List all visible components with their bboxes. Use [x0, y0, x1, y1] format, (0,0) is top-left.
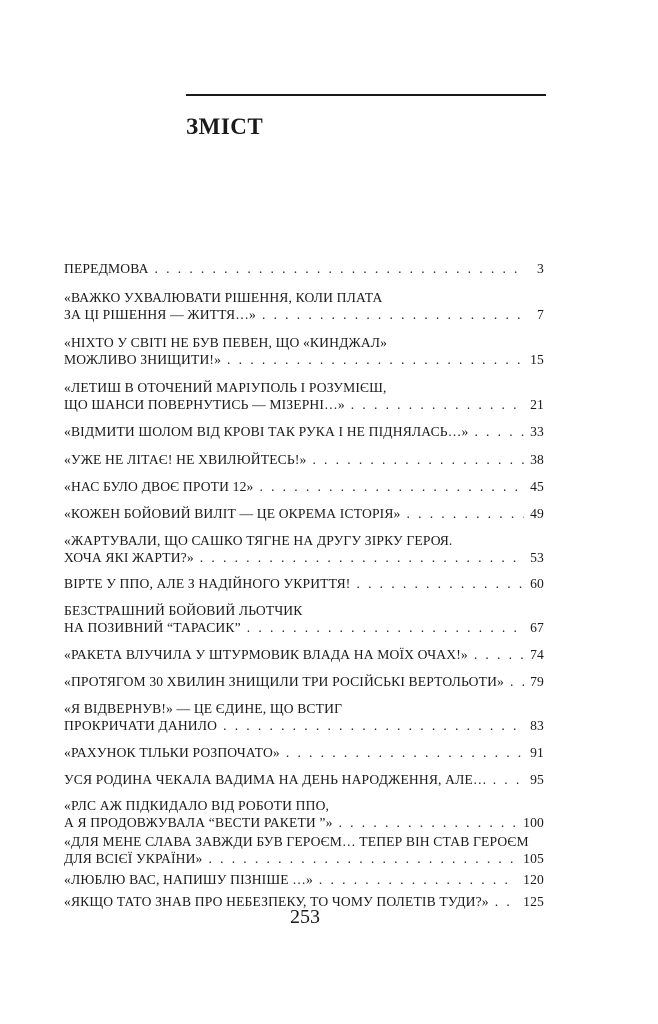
toc-entry-title: ПРОКРИЧАТИ ДАНИЛО: [64, 718, 218, 733]
toc-entry-title: «РЛС АЖ ПІДКИДАЛО ВІД РОБОТИ ППО,: [64, 798, 330, 813]
toc-entry: [64, 260, 544, 277]
dot-leader: [223, 717, 524, 734]
toc-entry-title: БЕЗСТРАШНИЙ БОЙОВИЙ ЛЬОТЧИК: [64, 603, 303, 618]
toc-entry: [64, 833, 544, 867]
toc-entry-title: «НІХТО У СВІТІ НЕ БУВ ПЕВЕН, ЩО «КИНДЖАЛ»: [64, 335, 388, 350]
toc-entry-line: [64, 619, 544, 636]
toc-entry-line: [64, 478, 544, 495]
toc-entry: [64, 478, 544, 495]
dot-leader: [474, 646, 524, 663]
dot-leader: [209, 850, 518, 867]
toc-entry: [64, 575, 544, 592]
toc-entry-line: [64, 379, 544, 396]
toc-entry: [64, 505, 544, 522]
toc-entry-title: ЗА ЦІ РІШЕННЯ — ЖИТТЯ…»: [64, 307, 256, 322]
toc-entry-line: [64, 602, 544, 619]
toc-page-number: 83: [530, 718, 544, 733]
toc-entry-title: «ЛЕТИШ В ОТОЧЕНИЙ МАРІУПОЛЬ І РОЗУМІЄШ,: [64, 380, 387, 395]
toc-entry-line: [64, 505, 544, 522]
toc-entry-title: ВІРТЕ У ППО, АЛЕ З НАДІЙНОГО УКРИТТЯ!: [64, 576, 351, 591]
toc-heading: ЗМІСТ: [186, 114, 264, 139]
toc-entry-title: УСЯ РОДИНА ЧЕКАЛА ВАДИМА НА ДЕНЬ НАРОДЖЕННЯ, АЛЕ…: [64, 772, 487, 787]
toc-page-number: 3: [537, 261, 544, 276]
page-number: 253: [290, 906, 320, 928]
toc-entry-title: ХОЧА ЯКІ ЖАРТИ?»: [64, 550, 194, 565]
toc-entry-line: [64, 700, 544, 717]
toc-entry: [64, 646, 544, 663]
toc-entry-line: [64, 451, 544, 468]
toc-page-number: 15: [530, 352, 544, 367]
toc-entry-title: «НАС БУЛО ДВОЄ ПРОТИ 12»: [64, 479, 254, 494]
toc-page-number: 53: [530, 550, 544, 565]
toc-entry-line: [64, 532, 544, 549]
toc-entry-line: [64, 306, 544, 323]
toc-entry: [64, 423, 544, 440]
toc-entry: [64, 797, 544, 831]
toc-entry-title: НА ПОЗИВНИЙ “ТАРАСИК”: [64, 620, 241, 635]
toc-entry: [64, 379, 544, 413]
toc-entry-title: А Я ПРОДОВЖУВАЛА “ВЕСТИ РАКЕТИ ”»: [64, 815, 333, 830]
toc-entry-title: «ДЛЯ МЕНЕ СЛАВА ЗАВЖДИ БУВ ГЕРОЄМ… ТЕПЕР ВІН СТАВ ГЕРОЄМ: [64, 834, 529, 849]
toc-entry-title: ЩО ШАНСИ ПОВЕРНУТИСЬ — МІЗЕРНІ…»: [64, 397, 345, 412]
toc-entry-title: МОЖЛИВО ЗНИЩИТИ!»: [64, 352, 222, 367]
toc-entry-line: [64, 744, 544, 761]
toc-entry-line: [64, 396, 544, 413]
toc-page-number: 38: [530, 452, 544, 467]
toc-page-number: 79: [530, 674, 544, 689]
toc-entry: [64, 744, 544, 761]
toc-entry-title: «ЯКЩО ТАТО ЗНАВ ПРО НЕБЕЗПЕКУ, ТО ЧОМУ ПОЛЕТІВ ТУДИ?»: [64, 894, 489, 909]
toc-page-number: 120: [523, 872, 544, 887]
toc-entry-title: ПЕРЕДМОВА: [64, 261, 149, 276]
toc-page-number: 125: [523, 894, 544, 909]
dot-leader: [407, 505, 525, 522]
toc-page-number: 100: [523, 815, 544, 830]
toc-entry: [64, 451, 544, 468]
dot-leader: [493, 771, 524, 788]
toc-entry-line: [64, 423, 544, 440]
toc-entry-line: [64, 351, 544, 368]
toc-entry-title: «ВІДМИТИ ШОЛОМ ВІД КРОВІ ТАК РУКА І НЕ ПІДНЯЛАСЬ…»: [64, 424, 469, 439]
dot-leader: [339, 814, 518, 831]
toc-page-number: 67: [530, 620, 544, 635]
toc-page-number: 95: [530, 772, 544, 787]
toc-page-number: 21: [530, 397, 544, 412]
toc-entry-line: [64, 771, 544, 788]
dot-leader: [247, 619, 524, 636]
toc-entry-title: «КОЖЕН БОЙОВИЙ ВИЛІТ — ЦЕ ОКРЕМА ІСТОРІЯ»: [64, 506, 401, 521]
dot-leader: [351, 396, 524, 413]
toc-entry-title: «ВАЖКО УХВАЛЮВАТИ РІШЕННЯ, КОЛИ ПЛАТА: [64, 290, 383, 305]
toc-entry-line: [64, 334, 544, 351]
toc-entry: [64, 871, 544, 888]
toc-entry-title: «Я ВІДВЕРНУВ!» — ЦЕ ЄДИНЕ, ЩО ВСТИГ: [64, 701, 343, 716]
toc-entry-line: [64, 549, 544, 566]
dot-leader: [259, 478, 524, 495]
dot-leader: [200, 549, 524, 566]
toc-entry-line: [64, 260, 544, 277]
toc-entry: [64, 334, 544, 368]
dot-leader: [262, 306, 524, 323]
toc-entry-title: ДЛЯ ВСІЄЇ УКРАЇНИ»: [64, 851, 203, 866]
dot-leader: [286, 744, 524, 761]
toc-entry-title: «ЖАРТУВАЛИ, ЩО САШКО ТЯГНЕ НА ДРУГУ ЗІРКУ ГЕРОЯ.: [64, 533, 453, 548]
dot-leader: [227, 351, 524, 368]
toc-entry: [64, 673, 544, 690]
toc-entry: [64, 771, 544, 788]
toc-entry-line: [64, 814, 544, 831]
top-rule: [186, 94, 546, 96]
toc-entry-line: [64, 673, 544, 690]
toc-entry-line: [64, 717, 544, 734]
toc-entry-title: «РАКЕТА ВЛУЧИЛА У ШТУРМОВИК ВЛАДА НА МОЇХ ОЧАХ!»: [64, 647, 468, 662]
toc-page-number: 49: [530, 506, 544, 521]
toc-entry-line: [64, 850, 544, 867]
toc-page-number: 45: [530, 479, 544, 494]
toc-entry-line: [64, 871, 544, 888]
dot-leader: [474, 423, 524, 440]
toc-entry-title: «ПРОТЯГОМ 30 ХВИЛИН ЗНИЩИЛИ ТРИ РОСІЙСЬКІ ВЕРТОЛЬОТИ»: [64, 674, 504, 689]
toc-page-number: 91: [530, 745, 544, 760]
toc-entry-title: «УЖЕ НЕ ЛІТАЄ! НЕ ХВИЛЮЙТЕСЬ!»: [64, 452, 307, 467]
table-of-contents: [64, 250, 544, 910]
dot-leader: [510, 673, 524, 690]
toc-page-number: 60: [530, 576, 544, 591]
dot-leader: [356, 575, 524, 592]
toc-page-number: 33: [530, 424, 544, 439]
toc-page-number: 7: [537, 307, 544, 322]
toc-entry-line: [64, 833, 544, 850]
toc-entry-line: [64, 289, 544, 306]
toc-entry: [64, 700, 544, 734]
toc-entry: [64, 532, 544, 566]
toc-entry-line: [64, 646, 544, 663]
toc-entry-line: [64, 575, 544, 592]
toc-entry-line: [64, 797, 544, 814]
dot-leader: [312, 451, 524, 468]
dot-leader: [319, 871, 517, 888]
toc-entry: [64, 602, 544, 636]
toc-entry: [64, 289, 544, 323]
toc-page-number: 105: [523, 851, 544, 866]
toc-page-number: 74: [530, 647, 544, 662]
toc-entry-title: «РАХУНОК ТІЛЬКИ РОЗПОЧАТО»: [64, 745, 280, 760]
dot-leader: [155, 260, 524, 277]
toc-entry-title: «ЛЮБЛЮ ВАС, НАПИШУ ПІЗНІШЕ …»: [64, 872, 313, 887]
